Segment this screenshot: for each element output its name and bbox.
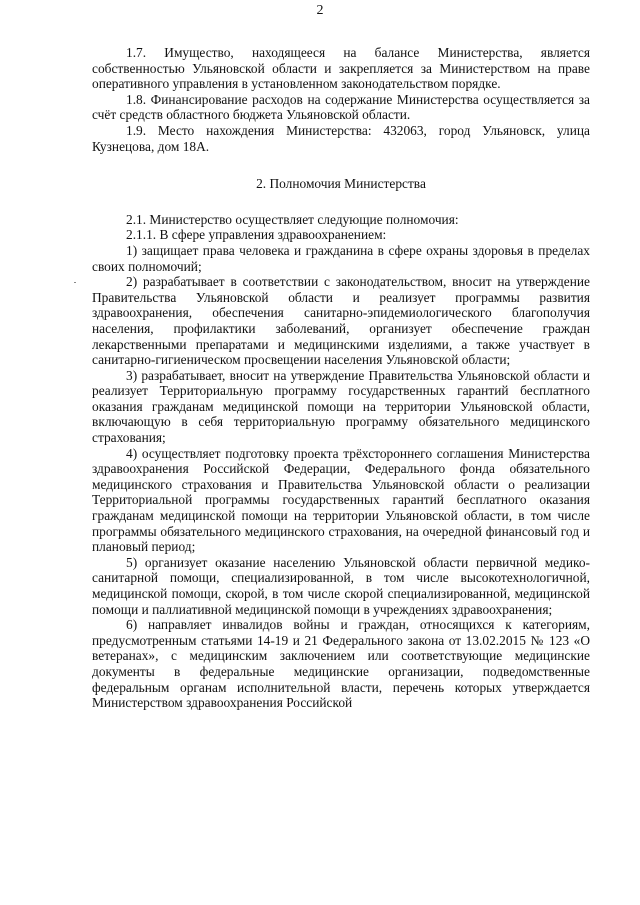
paragraph-1-8: 1.8. Финансирование расходов на содержание Министерства осуществляется за счёт средств областного бюджета Ульяновской области. [92, 91, 590, 123]
paragraph-2-1: 2.1. Министерство осуществляет следующие полномочия: [126, 211, 459, 227]
page-number: 2 [316, 3, 324, 18]
paragraph-1-7: 1.7. Имущество, находящееся на балансе Министерства, является собственностью Ульяновской области и закрепляется за Министерством на праве оперативного управления в установленном законодательством порядке. [92, 45, 590, 92]
list-item-4: 4) осуществляет подготовку проекта трёхстороннего соглашения Министерства здравоохранения Российской Федерации, Федерального фонда обязательного медицинского страхования и Правительства Ульяновской области о реализации Территориальной программы государственных гарантий бесплатного оказания гражданам медицинской помощи на территории Ульяновской области, в том числе программы обязательного медицинского страхования, на очередной финансовый год и плановый период; [92, 445, 590, 555]
document-body [92, 45, 590, 711]
paragraph-2-1-1: 2.1.1. В сфере управления здравоохранением: [126, 227, 387, 243]
list-item-3: 3) разрабатывает, вносит на утверждение Правительства Ульяновской области и реализует Территориальную программу государственных гарантий бесплатного оказания гражданам медицинской помощи на территории Ульяновской области, включающую в себя территориальную программу обязательного медицинского страхования; [92, 367, 590, 446]
scan-mark [74, 282, 76, 283]
section-heading: 2. Полномочия Министерства [256, 176, 426, 192]
paragraph-1-9: 1.9. Место нахождения Министерства: 432063, город Ульяновск, улица Кузнецова, дом 18А. [92, 122, 590, 154]
list-item-2: 2) разрабатывает в соответствии с законодательством, вносит на утверждение Правительства Ульяновской области и реализует программы развития здравоохранения, обеспечения санитарно-эпидемиологического благополучия населения, профилактики заболеваний, организует обеспечение граждан лекарственными препаратами и медицинскими изделиями, а также участвует в санитарно-гигиеническом просвещении населения Ульяновской области; [92, 274, 590, 368]
list-item-6: 6) направляет инвалидов войны и граждан, относящихся к категориям, предусмотренным статьями 14-19 и 21 Федерального закона от 13.02.2015 № 123 «О ветеранах», с медицинским заключением или соответствующие медицинские документы в федеральные медицинские организации, подведомственные федеральным органам исполнительной власти, перечень которых утверждается Министерством здравоохранения Российской [92, 617, 590, 711]
list-item-5: 5) организует оказание населению Ульяновской области первичной медико-санитарной помощи, специализированной, в том числе высокотехнологичной, медицинской помощи, скорой, в том числе скорой специализированной, медицинской помощи и паллиативной медицинской помощи в учреждениях здравоохранения; [92, 554, 590, 617]
list-item-1: 1) защищает права человека и гражданина в сфере охраны здоровья в пределах своих полномочий; [92, 242, 590, 274]
